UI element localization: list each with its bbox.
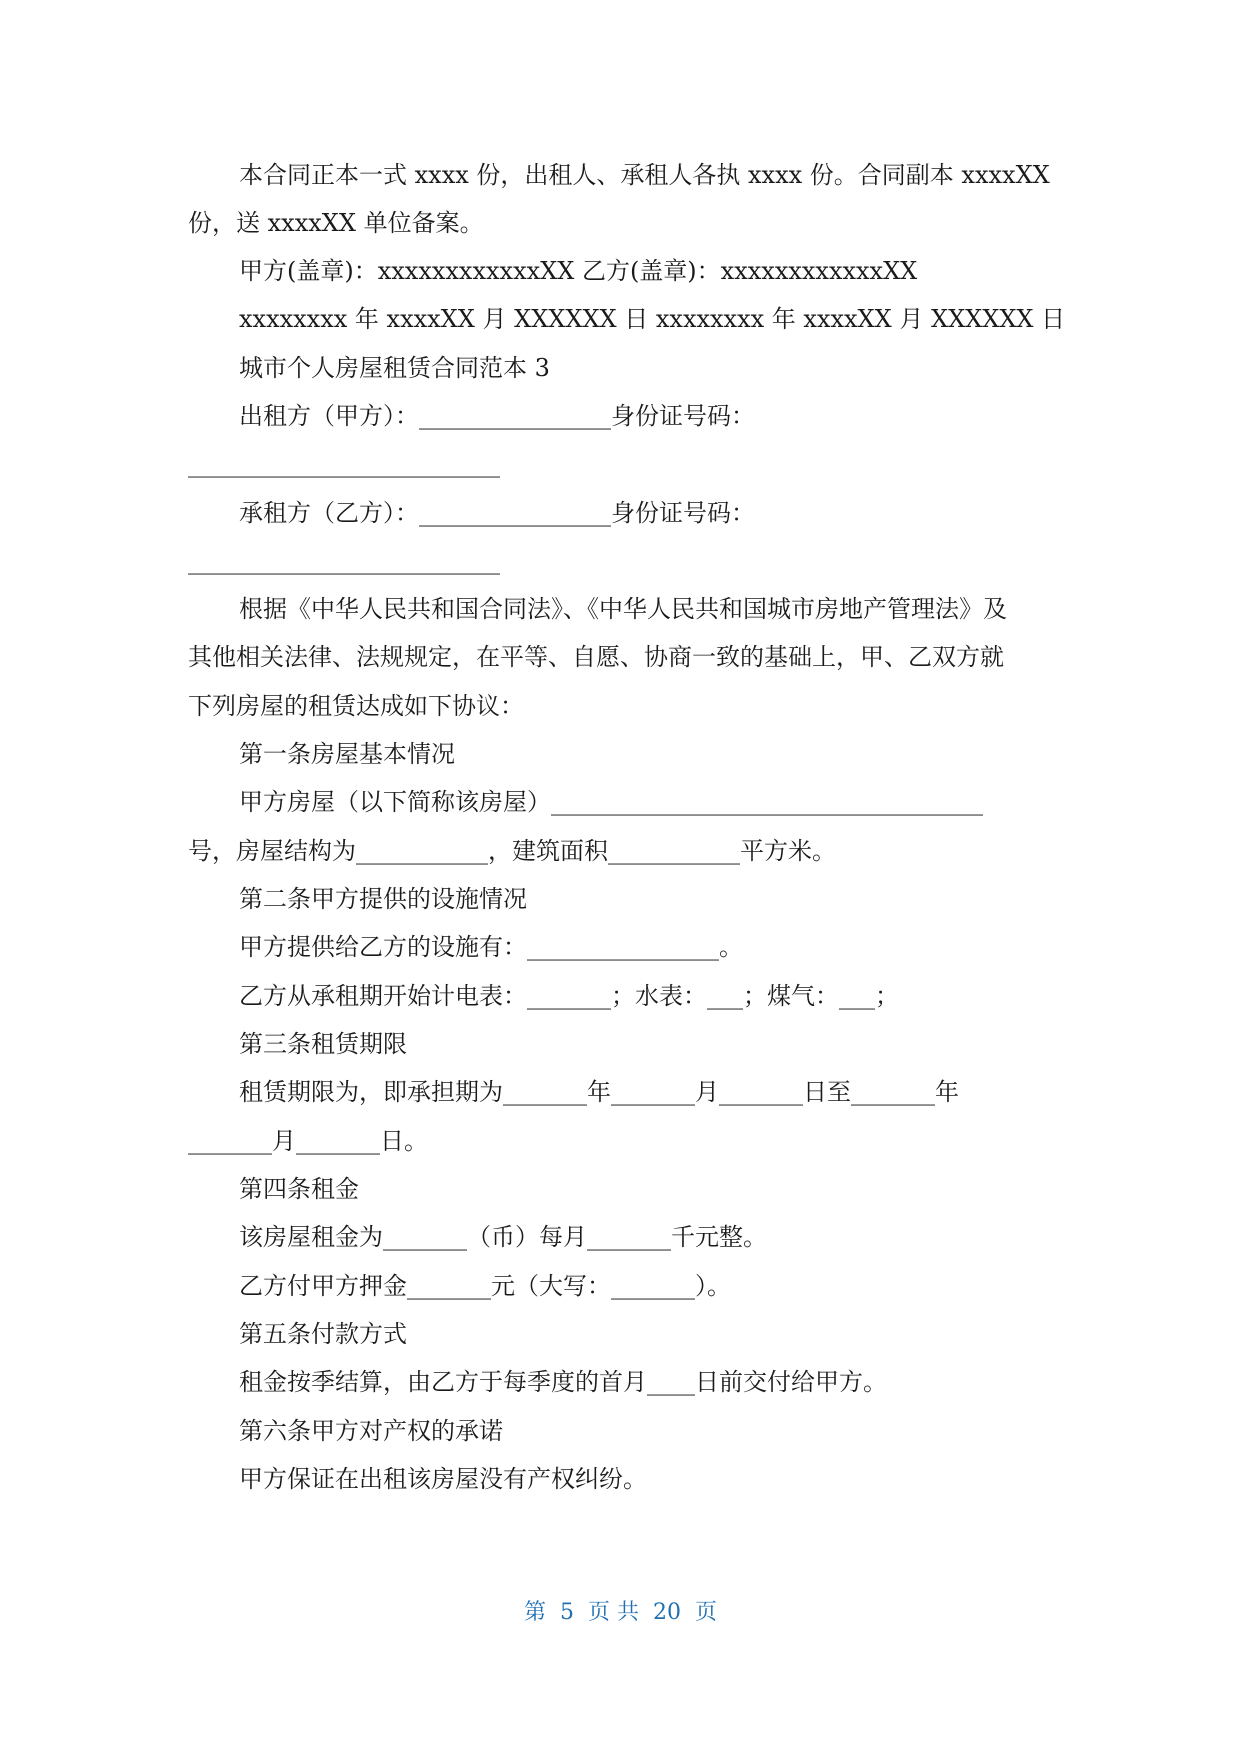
text-line: 号，房屋结构为___________，建筑面积___________平方米。 [188,837,836,865]
text-line: 甲方(盖章)：xxxxxxxxxxxxXX 乙方(盖章)：xxxxxxxxxxxxXX [239,257,918,285]
text-line: 承租方（乙方）：________________身份证号码： [239,499,755,527]
text-line: 份，送 xxxxXX 单位备案。 [188,209,484,237]
clause-heading: 第五条付款方式 [239,1320,407,1348]
clause-heading: 第四条租金 [239,1175,359,1203]
blank-line: __________________________ [188,547,500,575]
text-line: 下列房屋的租赁达成如下协议： [188,692,524,720]
text-line: 其他相关法律、法规规定，在平等、自愿、协商一致的基础上，甲、乙双方就 [188,643,1004,671]
text-line: 根据《中华人民共和国合同法》、《中华人民共和国城市房地产管理法》及 [239,595,1007,623]
clause-heading: 第三条租赁期限 [239,1030,407,1058]
text-line: 该房屋租金为_______（币）每月_______千元整。 [239,1223,767,1251]
text-line: 甲方保证在出租该房屋没有产权纠纷。 [239,1465,647,1493]
text-line: 乙方付甲方押金_______元（大写：_______）。 [239,1272,731,1300]
text-line: 出租方（甲方）：________________身份证号码： [239,402,755,430]
text-line: 租金按季结算，由乙方于每季度的首月____日前交付给甲方。 [239,1368,887,1396]
clause-heading: 第二条甲方提供的设施情况 [239,885,527,913]
text-line: 乙方从承租期开始计电表：_______；水表：___；煤气：___； [239,982,899,1010]
section-title: 城市个人房屋租赁合同范本 3 [239,354,550,382]
text-line: _______月_______日。 [188,1127,428,1155]
clause-heading: 第一条房屋基本情况 [239,740,455,768]
page-number: 第 5 页 共 20 页 [524,1600,717,1625]
clause-heading: 第六条甲方对产权的承诺 [239,1417,503,1445]
text-line: 租赁期限为，即承担期为_______年_______月_______日至_______年 [239,1078,959,1106]
text-line: 甲方提供给乙方的设施有：________________。 [239,933,743,961]
text-line: xxxxxxxx 年 xxxxXX 月 XXXXXX 日 xxxxxxxx 年 xxxxXX 月 XXXXXX 日 [239,305,1066,333]
blank-line: __________________________ [188,450,500,478]
text-line: 甲方房屋（以下简称该房屋）____________________________________ [239,788,983,816]
text-line: 本合同正本一式 xxxx 份，出租人、承租人各执 xxxx 份。合同副本 xxxxXX [239,161,1050,189]
